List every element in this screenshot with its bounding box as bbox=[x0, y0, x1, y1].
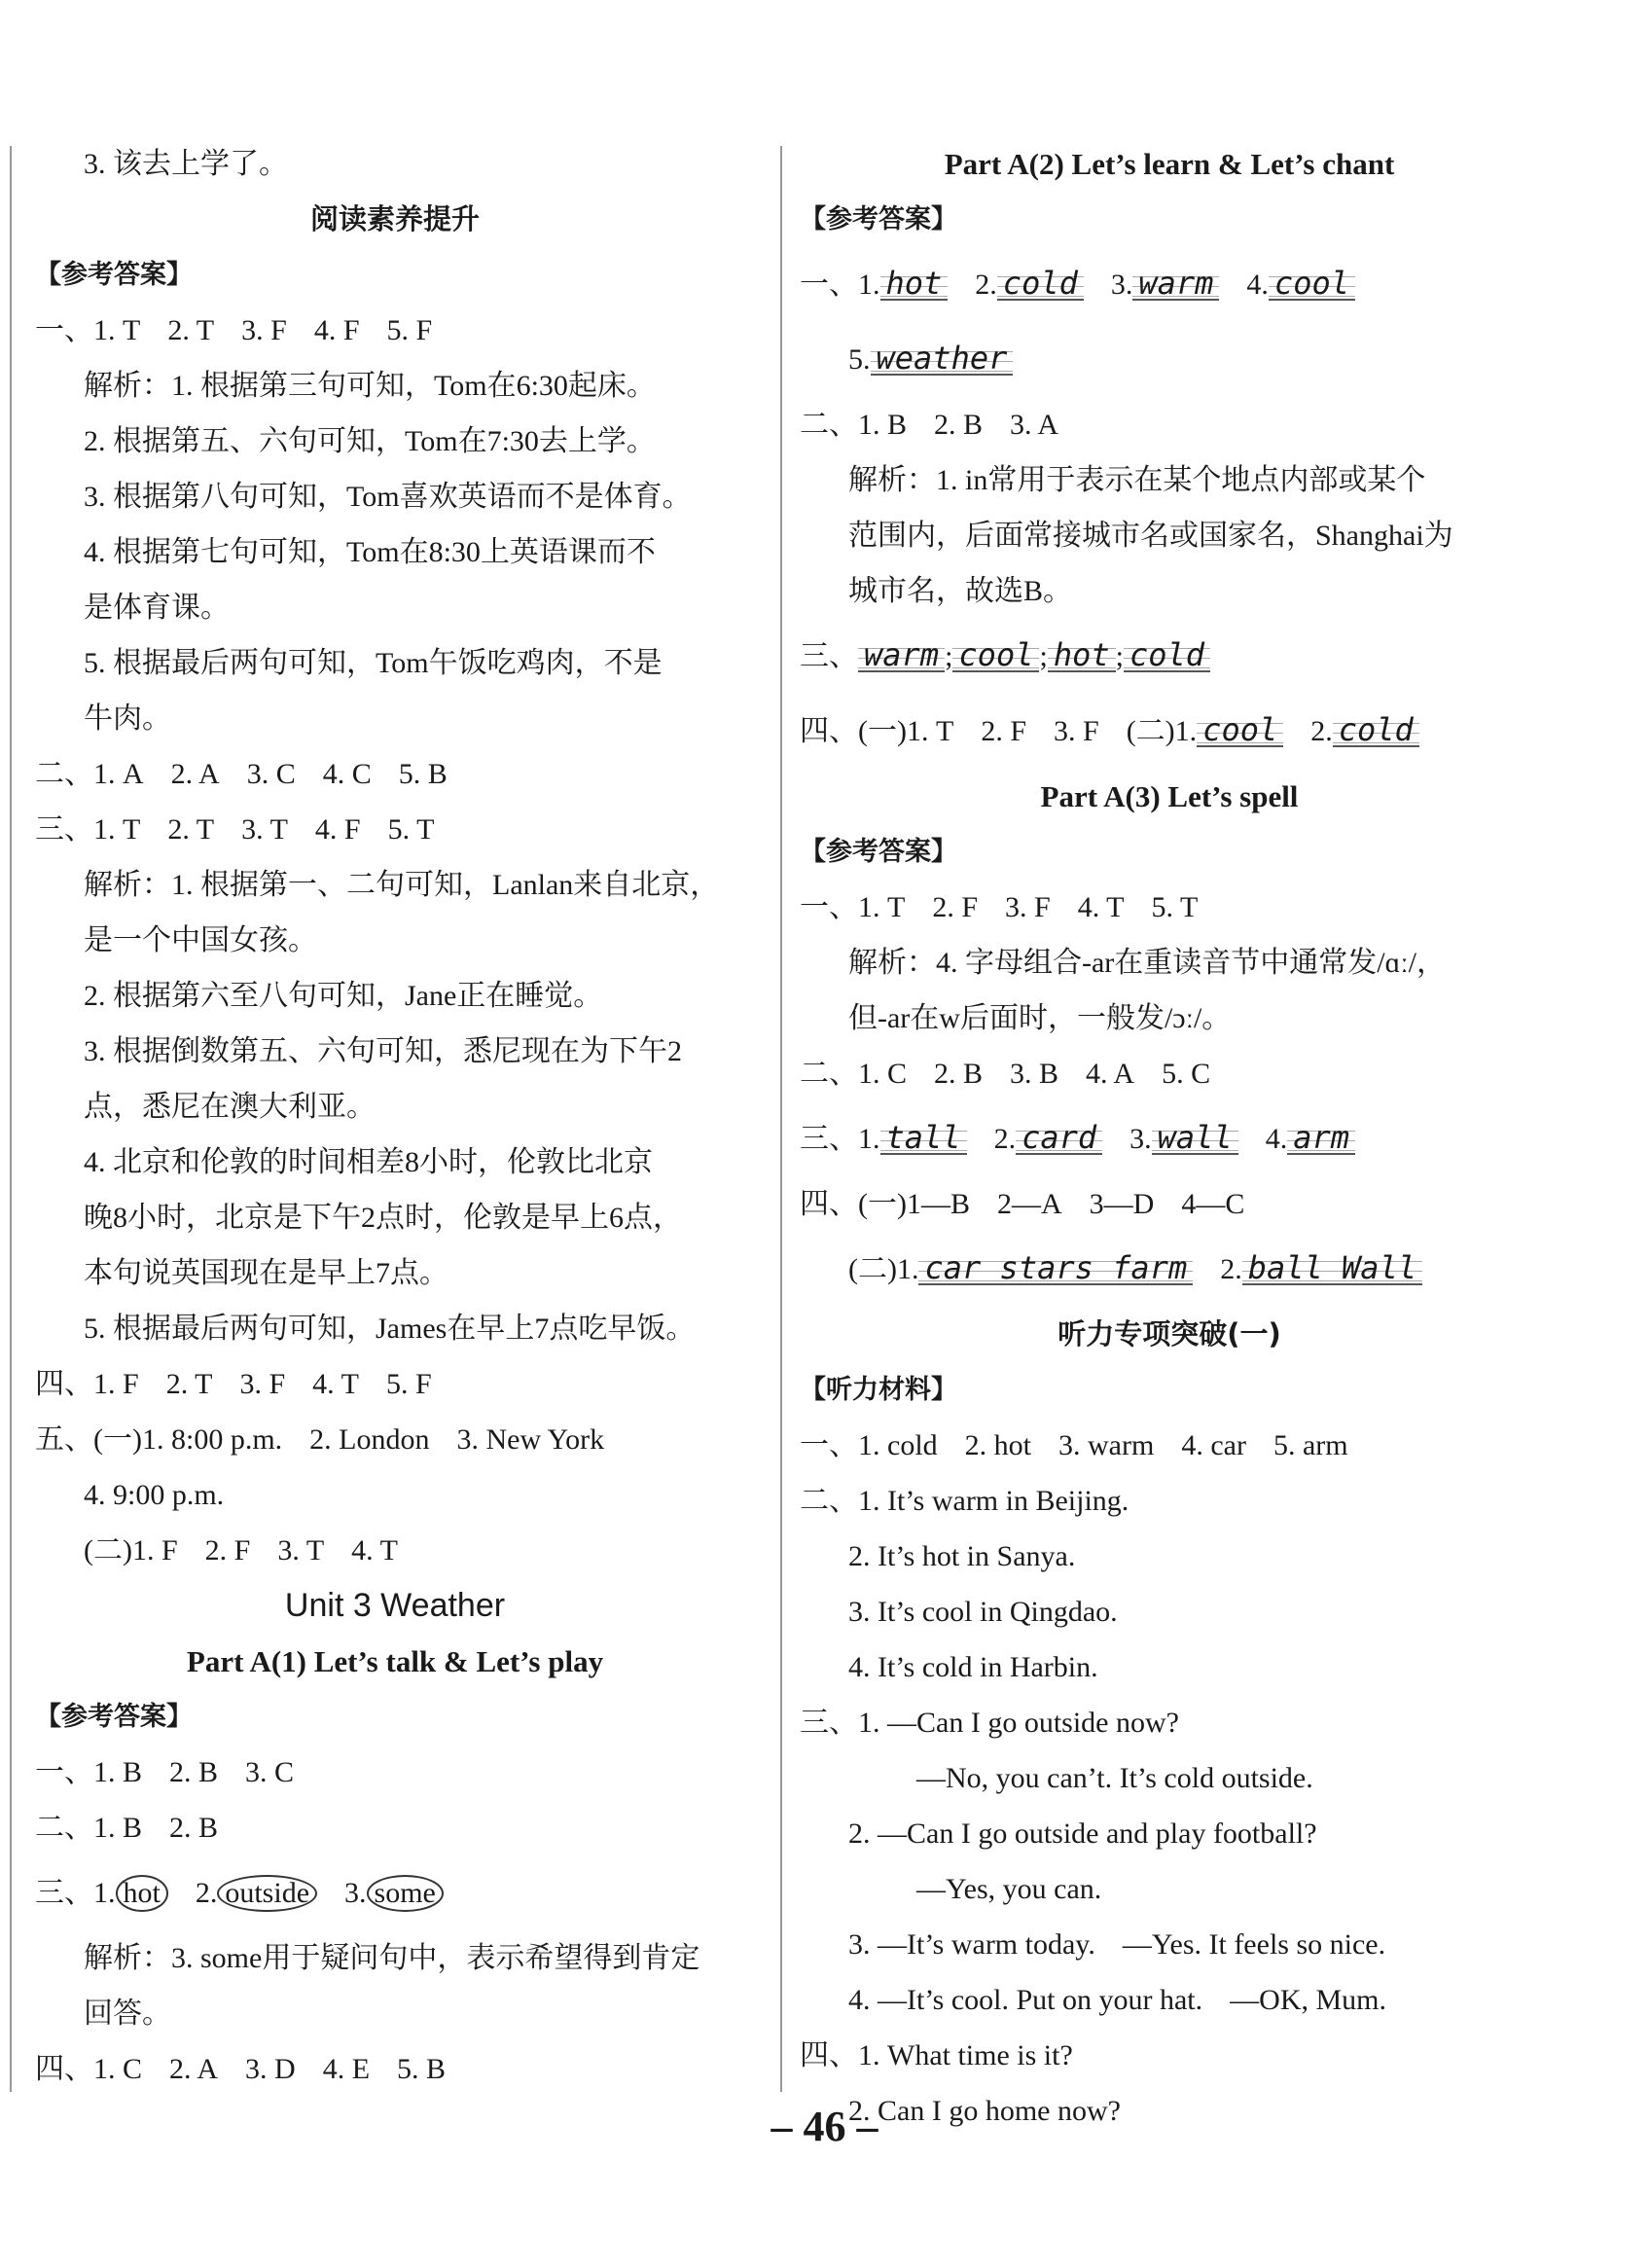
explanation-line: 但-ar在w后面时，一般发/ɔː/。 bbox=[848, 1002, 1232, 1034]
explanation-line: 牛肉。 bbox=[84, 702, 171, 735]
answer-row: 三、1. hot 2. outside 3. some bbox=[35, 1855, 755, 1930]
explanation-line: 点，悉尼在澳大利亚。 bbox=[84, 1091, 376, 1123]
explanation-line: 解析：4. 字母组合-ar在重读音节中通常发/ɑː/， bbox=[848, 947, 1446, 979]
part-title: Part A(2) Let’s learn & Let’s chant bbox=[944, 147, 1395, 181]
answer-row: 一、1. T 2. F 3. F 4. T 5. T bbox=[800, 891, 1199, 923]
circled-word: hot bbox=[116, 1875, 168, 1912]
explanation-line: 范围内，后面常接城市名或国家名，Shanghai为 bbox=[848, 520, 1453, 552]
unit-title: Unit 3 Weather bbox=[284, 1587, 506, 1624]
handwritten-answer: weather bbox=[871, 342, 1014, 376]
right-column bbox=[800, 136, 1539, 2139]
listening-line: —Yes, you can. bbox=[916, 1873, 1102, 1905]
handwritten-answer: card bbox=[1016, 1122, 1102, 1155]
listening-line: 2. —Can I go outside and play football? bbox=[848, 1818, 1317, 1850]
listening-line: 二、1. It’s warm in Beijing. bbox=[800, 1485, 1129, 1517]
circled-word: some bbox=[367, 1875, 444, 1912]
answer-row: (二)1. car stars farm 2. ball Wall bbox=[800, 1232, 1539, 1307]
explanation-line: 5. 根据最后两句可知，James在早上7点吃早饭。 bbox=[84, 1313, 696, 1345]
handwritten-answer: hot bbox=[1048, 639, 1116, 672]
listening-line: 2. Can I go home now? bbox=[848, 2095, 1121, 2127]
listening-line: 3. —It’s warm today. —Yes. It feels so nice. bbox=[848, 1928, 1386, 1961]
listening-label: 【听力材料】 bbox=[800, 1375, 957, 1405]
explanation-line: 回答。 bbox=[84, 1998, 171, 2030]
answer-row: 四、(一)1—B 2—A 3—D 4—C bbox=[800, 1188, 1245, 1220]
answer-row: 二、1. C 2. B 3. B 4. A 5. C bbox=[800, 1058, 1211, 1090]
answer-row: (二)1. F 2. F 3. T 4. T bbox=[84, 1534, 398, 1566]
answer-row: 三、 warm ; cool ; hot ; cold bbox=[800, 619, 1539, 694]
answer-row: 三、1. tall 2. card 3. wall 4. arm bbox=[800, 1101, 1539, 1176]
answer-row: 三、1. T 2. T 3. T 4. F 5. T bbox=[35, 813, 435, 846]
handwritten-answer: wall bbox=[1152, 1122, 1238, 1155]
handwritten-answer: cool bbox=[1269, 268, 1355, 301]
answer-row: 5. weather bbox=[800, 322, 1539, 397]
explanation-line: 2. 根据第五、六句可知，Tom在7:30去上学。 bbox=[84, 425, 656, 457]
listening-line: 4. —It’s cool. Put on your hat. —OK, Mum. bbox=[848, 1984, 1386, 2016]
handwritten-answer: arm bbox=[1287, 1122, 1355, 1155]
answer-label: 【参考答案】 bbox=[800, 204, 957, 234]
explanation-line: 5. 根据最后两句可知，Tom午饭吃鸡肉，不是 bbox=[84, 647, 663, 679]
page-number: – 46 – bbox=[771, 2103, 878, 2150]
explanation-line: 4. 北京和伦敦的时间相差8小时，伦敦比北京 bbox=[84, 1146, 653, 1178]
explanation-line: 本句说英国现在是早上7点。 bbox=[84, 1257, 448, 1289]
explanation-line: 解析：1. in常用于表示在某个地点内部或某个 bbox=[848, 464, 1426, 496]
listening-line: 4. It’s cold in Harbin. bbox=[848, 1651, 1098, 1683]
part-title: Part A(1) Let’s talk & Let’s play bbox=[186, 1644, 604, 1678]
listening-line: 3. It’s cool in Qingdao. bbox=[848, 1596, 1118, 1628]
answer-row: 五、(一)1. 8:00 p.m. 2. London 3. New York bbox=[35, 1423, 605, 1456]
left-margin-rule bbox=[10, 146, 12, 2092]
explanation-line: 是体育课。 bbox=[84, 592, 230, 624]
handwritten-answer: ball Wall bbox=[1242, 1252, 1422, 1285]
answer-label: 【参考答案】 bbox=[800, 837, 957, 867]
answer-row: 一、1. T 2. T 3. F 4. F 5. F bbox=[35, 314, 433, 346]
section-heading: 听力专项突破(一) bbox=[1058, 1317, 1281, 1350]
answer-row: 一、1. cold 2. hot 3. warm 4. car 5. arm bbox=[800, 1429, 1348, 1461]
handwritten-answer: tall bbox=[880, 1122, 967, 1155]
answer-row: 四、(一)1. T 2. F 3. F (二)1. cool 2. cold bbox=[800, 694, 1539, 769]
handwritten-answer: cold bbox=[997, 268, 1084, 301]
explanation-line: 解析：1. 根据第三句可知，Tom在6:30起床。 bbox=[84, 370, 656, 402]
part-title: Part A(3) Let’s spell bbox=[1040, 779, 1299, 813]
explanation-line: 3. 根据第八句可知，Tom喜欢英语而不是体育。 bbox=[84, 481, 692, 513]
handwritten-answer: warm bbox=[1132, 268, 1219, 301]
explanation-line: 解析：1. 根据第一、二句可知，Lanlan来自北京， bbox=[84, 869, 720, 901]
handwritten-answer: car stars farm bbox=[918, 1252, 1193, 1285]
handwritten-answer: cool bbox=[952, 639, 1039, 672]
answer-row: 一、1. hot 2. cold 3. warm 4. cool bbox=[800, 247, 1539, 322]
handwritten-answer: cold bbox=[1124, 639, 1210, 672]
explanation-line: 3. 根据倒数第五、六句可知，悉尼现在为下午2 bbox=[84, 1035, 682, 1067]
answer-row: 四、1. F 2. T 3. F 4. T 5. F bbox=[35, 1368, 432, 1400]
column-divider bbox=[780, 146, 782, 2092]
explanation-line: 解析：3. some用于疑问句中，表示希望得到肯定 bbox=[84, 1942, 700, 1974]
answer-row: 4. 9:00 p.m. bbox=[84, 1479, 225, 1511]
answer-row: 二、1. A 2. A 3. C 4. C 5. B bbox=[35, 758, 448, 790]
answer-row: 一、1. B 2. B 3. C bbox=[35, 1756, 295, 1788]
listening-line: —No, you can’t. It’s cold outside. bbox=[916, 1762, 1313, 1794]
listening-line: 2. It’s hot in Sanya. bbox=[848, 1540, 1076, 1572]
answer-label: 【参考答案】 bbox=[35, 260, 193, 290]
answer-row: 二、1. B 2. B bbox=[35, 1812, 219, 1844]
explanation-line: 晚8小时，北京是下午2点时，伦敦是早上6点， bbox=[84, 1202, 682, 1234]
explanation-line: 城市名，故选B。 bbox=[848, 575, 1073, 607]
answer-row: 二、1. B 2. B 3. A bbox=[800, 409, 1059, 441]
listening-line: 四、1. What time is it? bbox=[800, 2039, 1073, 2071]
answer-label: 【参考答案】 bbox=[35, 1702, 193, 1732]
left-column bbox=[35, 136, 755, 2097]
handwritten-answer: hot bbox=[880, 268, 949, 301]
handwritten-answer: cool bbox=[1197, 714, 1283, 747]
explanation-line: 4. 根据第七句可知，Tom在8:30上英语课而不 bbox=[84, 536, 656, 568]
circled-word: outside bbox=[217, 1875, 317, 1912]
explanation-line: 是一个中国女孩。 bbox=[84, 924, 317, 956]
text-line: 3. 该去上学了。 bbox=[84, 148, 288, 180]
handwritten-answer: cold bbox=[1333, 714, 1419, 747]
explanation-line: 2. 根据第六至八句可知，Jane正在睡觉。 bbox=[84, 980, 603, 1012]
listening-line: 三、1. —Can I go outside now? bbox=[800, 1707, 1179, 1739]
section-heading: 阅读素养提升 bbox=[309, 202, 480, 235]
handwritten-answer: warm bbox=[858, 639, 945, 672]
answer-row: 四、1. C 2. A 3. D 4. E 5. B bbox=[35, 2053, 447, 2085]
